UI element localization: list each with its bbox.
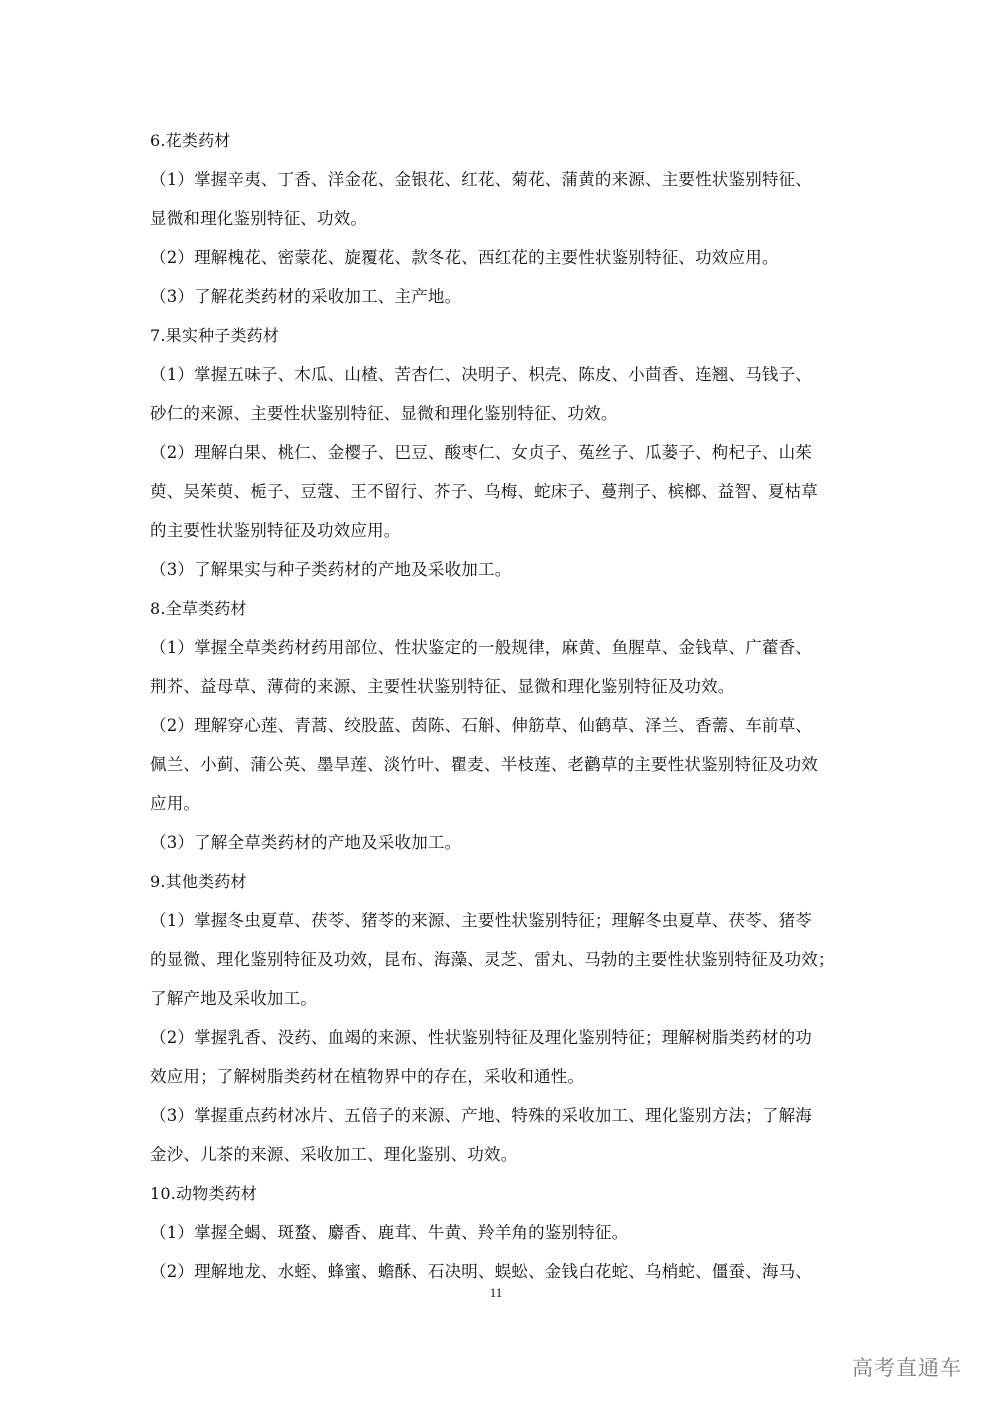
section-heading-others: 9.其他类药材 <box>150 872 247 891</box>
text-line: （1）掌握冬虫夏草、茯苓、猪苓的来源、主要性状鉴别特征；理解冬虫夏草、茯苓、猪苓 <box>150 911 812 930</box>
text-line: 显微和理化鉴别特征、功效。 <box>150 209 368 228</box>
text-line: （3）了解全草类药材的产地及采收加工。 <box>150 833 462 852</box>
text-line: （2）理解白果、桃仁、金樱子、巴豆、酸枣仁、女贞子、菟丝子、瓜蒌子、枸杞子、山茱 <box>150 443 812 462</box>
text-line: 佩兰、小蓟、蒲公英、墨旱莲、淡竹叶、瞿麦、半枝莲、老鹳草的主要性状鉴别特征及功效 <box>150 755 818 774</box>
text-line: （3）了解果实与种子类药材的产地及采收加工。 <box>150 560 512 579</box>
text-line: （2）理解穿心莲、青蒿、绞股蓝、茵陈、石斛、伸筋草、仙鹤草、泽兰、香薷、车前草、 <box>150 716 812 735</box>
watermark: 高考直通车 <box>852 1356 962 1380</box>
section-heading-fruits-seeds: 7.果实种子类药材 <box>150 326 280 345</box>
section-heading-flowers: 6.花类药材 <box>150 131 231 150</box>
text-line: 的主要性状鉴别特征及功效应用。 <box>150 521 401 540</box>
text-line: （3）了解花类药材的采收加工、主产地。 <box>150 287 462 306</box>
text-line: （1）掌握五味子、木瓜、山楂、苦杏仁、决明子、枳壳、陈皮、小茴香、连翘、马钱子、 <box>150 365 812 384</box>
text-line: 萸、吴茱萸、栀子、豆蔻、王不留行、芥子、乌梅、蛇床子、蔓荆子、槟榔、益智、夏枯草 <box>150 482 818 501</box>
text-line: （2）掌握乳香、没药、血竭的来源、性状鉴别特征及理化鉴别特征；理解树脂类药材的功 <box>150 1028 812 1047</box>
text-line: （1）掌握全蝎、斑蝥、麝香、鹿茸、牛黄、羚羊角的鉴别特征。 <box>150 1223 629 1242</box>
section-heading-animals: 10.动物类药材 <box>150 1184 258 1203</box>
text-line: （3）掌握重点药材冰片、五倍子的来源、产地、特殊的采收加工、理化鉴别方法；了解海 <box>150 1106 812 1125</box>
text-line: （2）理解槐花、密蒙花、旋覆花、款冬花、西红花的主要性状鉴别特征、功效应用。 <box>150 248 779 267</box>
text-line: 效应用；了解树脂类药材在植物界中的存在，采收和通性。 <box>150 1067 585 1086</box>
text-line: （2）理解地龙、水蛭、蜂蜜、蟾酥、石决明、蜈蚣、金钱白花蛇、乌梢蛇、僵蚕、海马、 <box>150 1262 812 1281</box>
text-line: （1）掌握全草类药材药用部位、性状鉴定的一般规律，麻黄、鱼腥草、金钱草、广藿香、 <box>150 638 812 657</box>
text-line: 了解产地及采收加工。 <box>150 989 317 1008</box>
text-line: （1）掌握辛夷、丁香、洋金花、金银花、红花、菊花、蒲黄的来源、主要性状鉴别特征、 <box>150 170 812 189</box>
text-line: 金沙、儿茶的来源、采收加工、理化鉴别、功效。 <box>150 1145 518 1164</box>
text-line: 的显微、理化鉴别特征及功效，昆布、海藻、灵芝、雷丸、马勃的主要性状鉴别特征及功效； <box>150 950 835 969</box>
text-line: 砂仁的来源、主要性状鉴别特征、显微和理化鉴别特征、功效。 <box>150 404 618 423</box>
text-line: 应用。 <box>150 794 201 813</box>
section-heading-whole-herbs: 8.全草类药材 <box>150 599 247 618</box>
text-line: 荆芥、益母草、薄荷的来源、主要性状鉴别特征、显微和理化鉴别特征及功效。 <box>150 677 735 696</box>
page-number: 11 <box>489 1285 503 1300</box>
